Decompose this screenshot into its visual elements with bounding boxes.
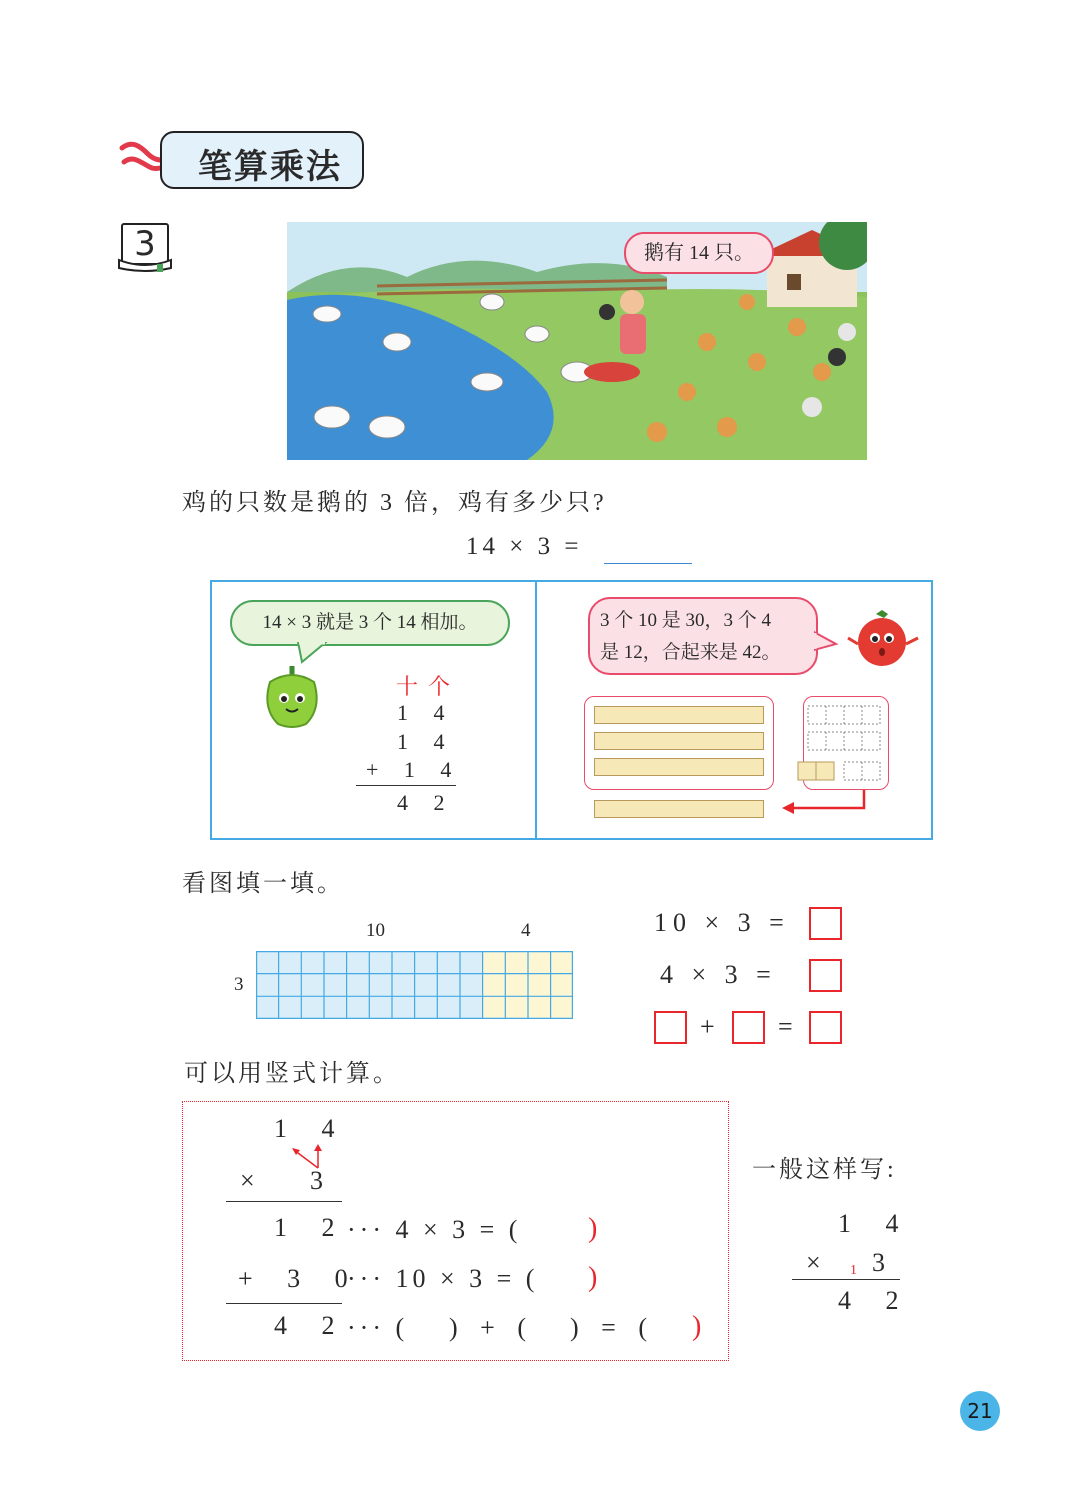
step-note-sum-end: ) = ( <box>570 1313 655 1342</box>
addend-row: 1 4 <box>397 700 455 725</box>
answer-blank[interactable] <box>604 563 692 564</box>
answer-box[interactable] <box>809 1011 842 1044</box>
sum-result: 4 2 <box>397 790 455 815</box>
ones-label: 个 <box>428 674 451 699</box>
close-paren: ) <box>588 1262 598 1293</box>
general-heading: 一般这样写: <box>752 1157 897 1183</box>
step-note-sum-start: ··· ( <box>347 1313 409 1342</box>
question-equation: 14 × 3 = <box>466 533 583 560</box>
addition-bubble: 14 × 3 就是 3 个 14 相加。 <box>230 600 510 646</box>
addend-row: + 1 4 <box>366 757 462 782</box>
product-line <box>226 1201 342 1202</box>
step-note-tens: ··· 10 × 3 = ( <box>347 1264 539 1293</box>
grid-rows-label: 3 <box>234 974 244 995</box>
bubble-tail <box>814 630 840 652</box>
ten-rod <box>594 706 764 724</box>
page-number: 21 <box>960 1391 1000 1431</box>
combined-ten-rod <box>594 800 764 818</box>
bubble-line: 3 个 10 是 30，3 个 4 <box>600 610 772 631</box>
answer-box[interactable] <box>809 959 842 992</box>
panel-divider <box>535 580 537 840</box>
equation-tens: 10 × 3 = <box>654 908 790 937</box>
example-number: 3 <box>121 223 169 265</box>
general-multiplicand: 1 4 <box>838 1209 913 1238</box>
plus-sign: + <box>700 1012 715 1041</box>
goose-count-bubble: 鹅有 14 只。 <box>624 232 774 274</box>
partial-product-ones: 1 2 <box>274 1213 349 1242</box>
multiplier: 3 <box>310 1166 323 1195</box>
tomato-mascot-icon <box>846 608 920 674</box>
general-times-sign: × <box>806 1248 821 1277</box>
book-icon <box>117 258 173 272</box>
farm-illustration <box>287 222 867 460</box>
bubble-tail <box>296 642 330 664</box>
grid-tens-label: 10 <box>366 920 385 941</box>
question-text: 鸡的只数是鹅的 3 倍，鸡有多少只? <box>182 490 607 516</box>
step-note-ones: ··· 4 × 3 = ( <box>347 1215 522 1244</box>
ten-rod <box>594 732 764 750</box>
ten-rod <box>594 758 764 776</box>
answer-box[interactable] <box>654 1011 687 1044</box>
tens-label: 十 <box>396 674 419 699</box>
vertical-heading: 可以用竖式计算。 <box>184 1061 400 1087</box>
red-arrow-icon <box>780 788 870 818</box>
page-title: 笔算乘法 <box>198 147 342 187</box>
general-product: 4 2 <box>838 1286 913 1315</box>
bubble-line: 是 12，合起来是 42。 <box>600 642 781 663</box>
multiplicand: 1 4 <box>274 1114 349 1143</box>
pepper-mascot-icon <box>262 662 322 730</box>
sum-line <box>226 1303 342 1304</box>
times-sign: × <box>240 1166 255 1195</box>
answer-box[interactable] <box>809 907 842 940</box>
area-grid <box>256 951 573 1019</box>
fill-heading: 看图填一填。 <box>182 871 344 897</box>
general-multiplier: 3 <box>872 1248 885 1277</box>
close-paren: ) <box>692 1311 702 1342</box>
step-note-sum-mid: ) + ( <box>449 1313 534 1342</box>
carry-digit: 1 <box>850 1263 857 1278</box>
answer-box[interactable] <box>732 1011 765 1044</box>
close-paren: ) <box>588 1213 598 1244</box>
equals-sign: = <box>778 1012 793 1041</box>
sum-line <box>356 785 456 786</box>
unit-cubes <box>796 700 886 790</box>
place-value-bubble <box>588 597 818 675</box>
equation-ones: 4 × 3 = <box>660 960 777 989</box>
general-product-line <box>792 1279 900 1280</box>
final-product: 4 2 <box>274 1311 349 1340</box>
grid-ones-label: 4 <box>521 920 531 941</box>
partial-product-tens: + 3 0 <box>238 1264 362 1293</box>
addend-row: 1 4 <box>397 729 455 754</box>
